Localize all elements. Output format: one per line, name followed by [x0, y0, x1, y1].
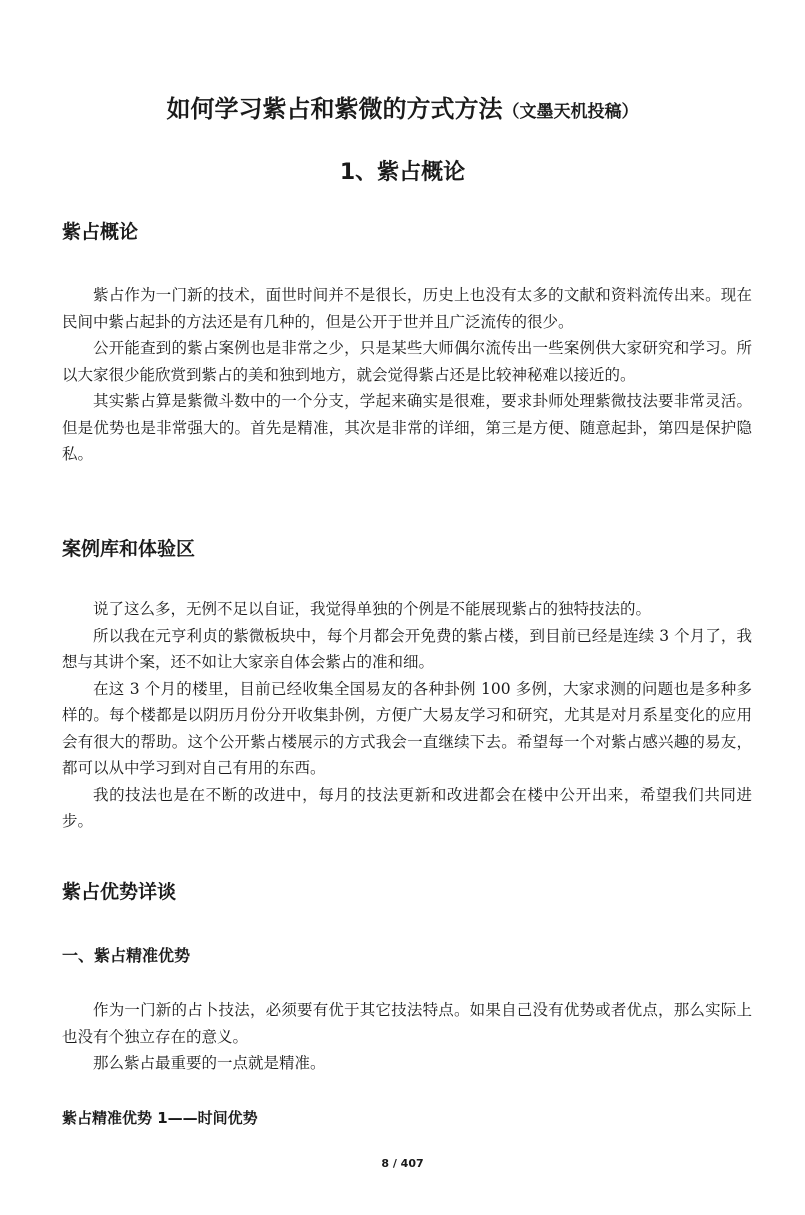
section-body-advantages	[62, 997, 752, 1077]
paragraph: 公开能查到的紫占案例也是非常之少，只是某些大师偶尔流传出一些案例供大家研究和学习。所以大家很少能欣赏到紫占的美和独到地方，就会觉得紫占还是比较神秘难以接近的。	[62, 339, 752, 384]
paragraph: 在这 3 个月的楼里，目前已经收集全国易友的各种卦例 100 多例，大家求测的问题也是多种多样的。每个楼都是以阴历月份分开收集卦例，方便广大易友学习和研究，尤其是对月系星变化的应用会有很大的帮助。这个公开紫占楼展示的方式我会一直继续下去。希望每一个对紫占感兴趣的易友，都可以从中学习到对自己有用的东西。	[62, 679, 752, 777]
paragraph: 所以我在元亨利贞的紫微板块中，每个月都会开免费的紫占楼，到目前已经是连续 3 个月了，我想与其讲个案，还不如让大家亲自体会紫占的准和细。	[62, 626, 752, 671]
title-main: 如何学习紫占和紫微的方式方法	[166, 95, 503, 123]
chapter-heading: 1、紫占概论	[339, 160, 466, 185]
paragraph: 其实紫占算是紫微斗数中的一个分支，学起来确实是很难，要求卦师处理紫微技法要非常灵活。但是优势也是非常强大的。首先是精准，其次是非常的详细，第三是方便、随意起卦，第四是保护隐私。	[62, 392, 752, 463]
section-heading-case-library: 案例库和体验区	[62, 538, 196, 560]
paragraph: 我的技法也是在不断的改进中，每月的技法更新和改进都会在楼中公开出来，希望我们共同进步。	[62, 785, 752, 830]
page-number: 8 / 407	[381, 1157, 424, 1170]
title-subtitle: （文墨天机投稿）	[502, 102, 639, 122]
paragraph: 那么紫占最重要的一点就是精准。	[93, 1054, 326, 1072]
paragraph: 紫占作为一门新的技术，面世时间并不是很长，历史上也没有太多的文献和资料流传出来。现在民间中紫占起卦的方法还是有几种的，但是公开于世并且广泛流传的很少。	[62, 286, 752, 331]
subsection-heading-precision: 一、紫占精准优势	[62, 946, 191, 965]
section-heading-overview: 紫占概论	[62, 221, 139, 243]
paragraph: 作为一门新的占卜技法，必须要有优于其它技法特点。如果自己没有优势或者优点，那么实际上也没有个独立存在的意义。	[62, 1001, 752, 1046]
paragraph: 说了这么多，无例不足以自证，我觉得单独的个例是不能展现紫占的独特技法的。	[93, 600, 652, 618]
section-heading-advantages: 紫占优势详谈	[62, 881, 177, 903]
document-title	[0, 92, 805, 129]
section-body-case-library	[62, 596, 752, 835]
subsection-heading-time-advantage: 紫占精准优势 1——时间优势	[62, 1109, 258, 1127]
section-body-overview	[62, 282, 752, 468]
